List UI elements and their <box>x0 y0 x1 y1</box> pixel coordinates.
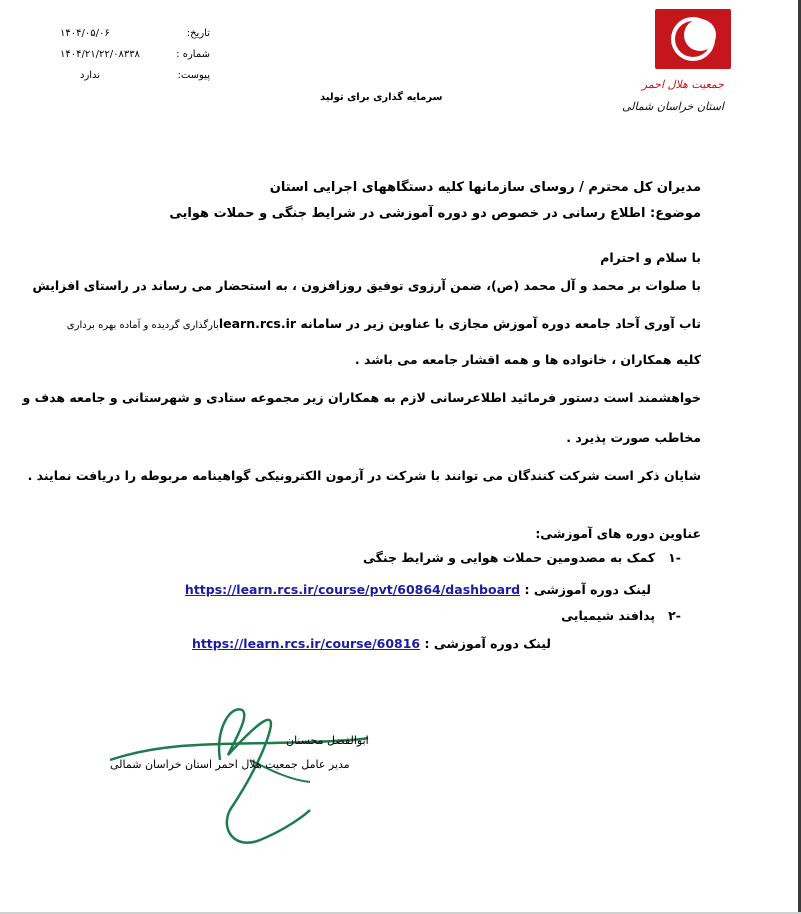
site-name: learn.rcs.ir <box>218 316 297 331</box>
course-1-number: -۱ <box>668 550 681 565</box>
course-2-link-row <box>192 636 551 651</box>
course-1-title-row <box>363 550 681 565</box>
number-row <box>60 49 210 70</box>
date-row <box>60 28 210 49</box>
red-crescent-emblem-icon <box>654 8 732 70</box>
course-1-link-row <box>185 582 651 597</box>
body-line-4: خواهشمند است دستور فرمائید اطلاعرسانی لازم به همکاران زیر مجموعه ستادی و شهرستانی و جامعه هدف و <box>22 390 701 405</box>
slogan: سرمایه گذاری برای تولید <box>320 92 443 103</box>
red-crescent-logo <box>621 8 740 118</box>
subject: موضوع: اطلاع رسانی در خصوص دو دوره آموزشی در شرایط جنگی و حملات هوایی <box>169 206 701 221</box>
greeting: با سلام و احترام <box>600 250 701 265</box>
number-label: شماره : <box>176 49 210 60</box>
body-line-1: با صلوات بر محمد و آل محمد (ص)، ضمن آرزوی توفیق روزافزون ، به استحضار می رساند در راستای افزایش <box>32 278 701 293</box>
date-value: ۱۴۰۴/۰۵/۰۶ <box>60 28 110 39</box>
body-line-2-part1: تاب آوری آحاد جامعه دوره آموزش مجازی با عناوین زیر در سامانه <box>300 316 701 331</box>
courses-heading: عناوین دوره های آموزشی: <box>535 526 701 541</box>
attachment-value: ندارد <box>80 70 101 81</box>
course-2-link[interactable]: https://learn.rcs.ir/course/60816 <box>191 636 421 651</box>
body-line-6: شایان ذکر است شرکت کنندگان می توانند با شرکت در آزمون الکترونیکی گواهینامه مربوطه را دریافت نمایند . <box>27 468 701 483</box>
logo-org-name: جمعیت هلال احمر <box>641 78 724 91</box>
letter-meta <box>60 28 210 91</box>
logo-province: استان خراسان شمالی <box>621 100 724 113</box>
course-1-title: کمک به مصدومین حملات هوایی و شرایط جنگی <box>362 550 656 565</box>
handwritten-signature <box>110 700 370 860</box>
attachment-label: پیوست: <box>177 70 210 81</box>
course-2-number: -۲ <box>668 608 681 623</box>
body-line-2-part2: بارگذاری گردیده و آماده بهره برداری <box>66 320 219 331</box>
body-line-5: مخاطب صورت پذیرد . <box>566 430 701 445</box>
signatory-title: مدیر عامل جمعیت هلال احمر استان خراسان شمالی <box>110 758 350 771</box>
recipients: مدیران کل محترم / روسای سازمانها کلیه دستگاههای اجرایی استان <box>269 180 701 195</box>
attachment-row <box>60 70 210 91</box>
number-value: ۱۴۰۴/۲۱/۲۲/۰۸۳۳۸ <box>60 49 140 60</box>
date-label: تاریخ: <box>186 28 210 39</box>
course-1-link[interactable]: https://learn.rcs.ir/course/pvt/60864/dashboard <box>184 582 521 597</box>
course-1-link-label: لینک دوره آموزشی : <box>524 582 651 597</box>
course-2-title: پدافند شیمیایی <box>561 608 656 623</box>
signatory-name: ابوالفضل محسنان <box>286 734 369 747</box>
course-2-title-row <box>561 608 681 623</box>
course-2-link-label: لینک دوره آموزشی : <box>424 636 551 651</box>
body-line-3: کلیه همکاران ، خانواده ها و همه اقشار جامعه می باشد . <box>354 352 701 367</box>
body-line-2 <box>67 316 701 331</box>
